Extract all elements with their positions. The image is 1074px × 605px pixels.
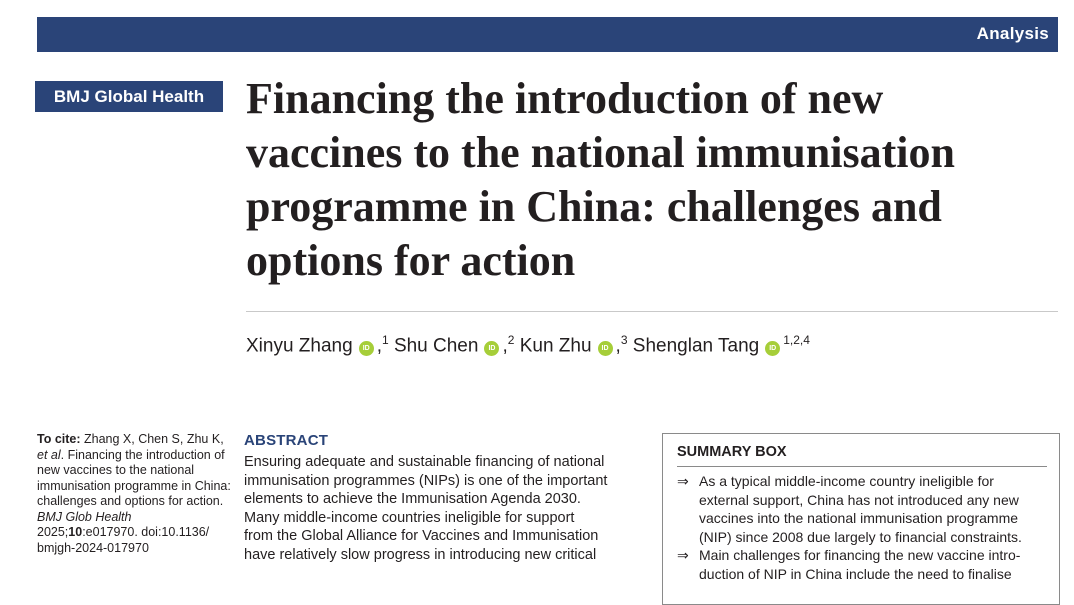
summary-line: duction of NIP in China include the need to finalise (699, 565, 1012, 582)
orcid-icon[interactable]: ID (359, 341, 374, 356)
title-line: vaccines to the national immunisation (246, 128, 955, 177)
title-line: programme in China: challenges and (246, 182, 942, 231)
abstract-line: immunisation programmes (NIPs) is one of the important (244, 472, 608, 489)
citation-et-al: et al (37, 447, 61, 462)
article-title (246, 72, 1046, 288)
author-name[interactable]: Xinyu Zhang (246, 335, 353, 357)
summary-list (677, 472, 1049, 583)
abstract-line: from the Global Alliance for Vaccines and Immunisation (244, 528, 599, 544)
affiliation-marker[interactable]: 3 (620, 333, 628, 347)
summary-item (677, 472, 1049, 546)
citation-label: To cite: (37, 432, 81, 446)
summary-divider (677, 466, 1047, 467)
summary-line: Main challenges for financing the new vaccine intro- (699, 547, 1021, 563)
title-divider (246, 311, 1058, 312)
summary-line: vaccines into the national immunisation programme (699, 510, 1019, 526)
citation-title: . Financing the introduction of new vaccines to the national immunisation programme in China: challenges and options for action. (37, 447, 231, 508)
author-list: Xinyu Zhang ID ,$^1$ Shu Chen ID ,$^2$ Kun Zhu ID ,$^3$ Shenglan Tang ID$^{1,2,4}$ (246, 333, 810, 357)
abstract-line: have relatively slow progress in introducing new critical (244, 546, 597, 563)
summary-item (677, 546, 1049, 583)
affiliation-marker[interactable]: 1 (381, 333, 389, 347)
title-line: Financing the introduction of new (246, 74, 884, 123)
author-name[interactable]: Kun Zhu (519, 335, 592, 357)
orcid-icon[interactable]: ID (484, 341, 499, 356)
summary-box (662, 433, 1060, 605)
arrow-icon: ⇒ (677, 473, 689, 489)
abstract-line: Ensuring adequate and sustainable financing of national (244, 454, 605, 470)
orcid-icon[interactable]: ID (598, 341, 613, 356)
summary-line: external support, China has not introduced any new (699, 491, 1019, 508)
summary-line: (NIP) since 2008 due largely to financial constraints. (699, 528, 1022, 545)
abstract-heading: ABSTRACT (244, 432, 329, 449)
abstract-line: Many middle-income countries ineligible for support (244, 509, 575, 526)
citation-journal: BMJ Glob Health (37, 509, 132, 524)
title-line: options for action (246, 236, 576, 285)
section-label: Analysis (976, 24, 1049, 43)
affiliation-marker[interactable]: 2 (507, 333, 515, 347)
abstract-text (244, 453, 634, 564)
citation-doi[interactable]: :e017970. doi:10.1136/ bmjgh-2024-017970 (37, 525, 210, 555)
summary-heading: SUMMARY BOX (677, 444, 787, 460)
citation-volume: 10 (68, 525, 83, 539)
arrow-icon: ⇒ (677, 547, 689, 563)
citation-year: 2025; (37, 525, 69, 539)
journal-logo: BMJ Global Health (35, 81, 223, 112)
section-header-bar (37, 17, 1058, 52)
abstract-line: elements to achieve the Immunisation Agenda 2030. (244, 491, 581, 507)
citation-authors: Zhang X, Chen S, Zhu K, (80, 432, 224, 446)
summary-line: As a typical middle-income country ineligible for (699, 473, 994, 489)
affiliation-marker[interactable]: 1,2,4 (783, 333, 810, 347)
author-name[interactable]: Shenglan Tang (632, 335, 760, 357)
citation-block (37, 432, 233, 556)
author-name[interactable]: Shu Chen (393, 335, 479, 357)
orcid-icon[interactable]: ID (765, 341, 780, 356)
